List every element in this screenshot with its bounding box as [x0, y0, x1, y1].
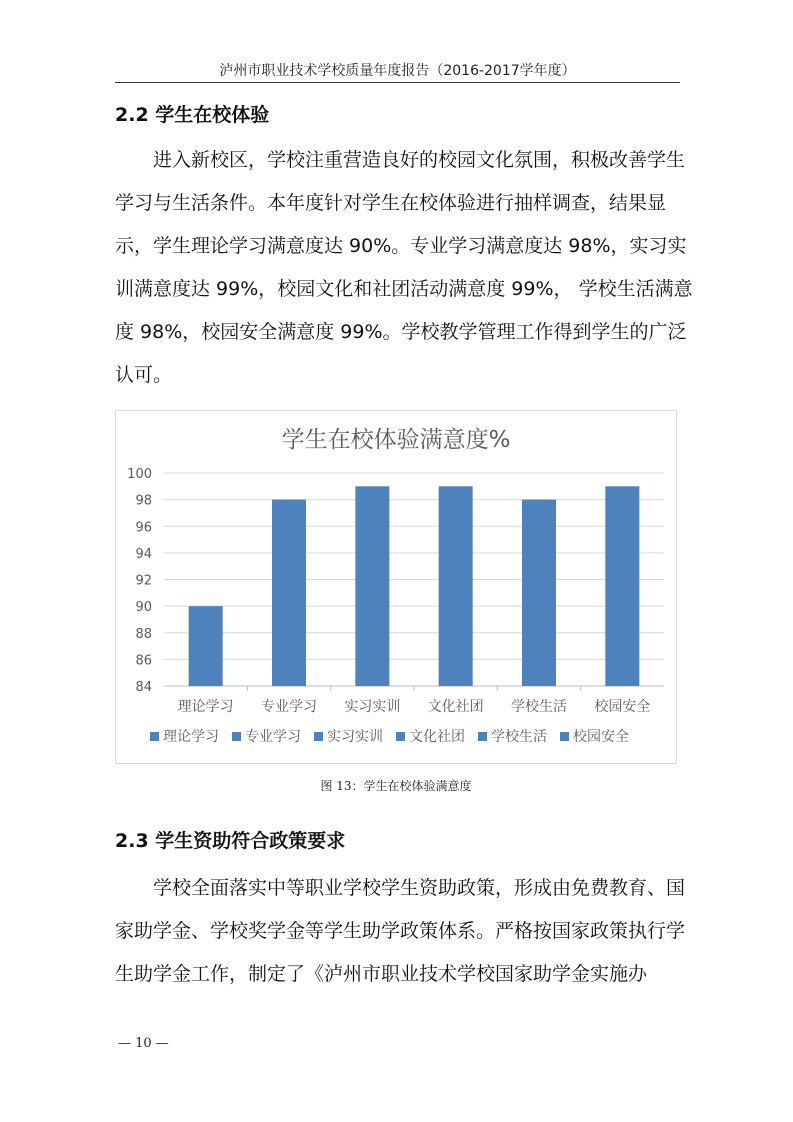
legend-label: 理论学习 [163, 729, 219, 745]
bar [522, 500, 556, 686]
section-heading-2-2: 2.2 学生在校体验 [115, 104, 270, 126]
y-tick-label: 86 [135, 653, 152, 669]
x-tick-label: 理论学习 [177, 699, 234, 715]
bar [272, 500, 306, 686]
paragraph-line: 认可。 [115, 364, 173, 386]
chart-title: 学生在校体验满意度% [281, 427, 511, 453]
y-tick-label: 88 [135, 626, 152, 642]
chart-canvas [116, 411, 676, 763]
bar [439, 486, 473, 686]
y-tick-label: 92 [135, 573, 152, 589]
paragraph-line: 生助学金工作，制定了《泸州市职业技术学校国家助学金实施办 [115, 963, 648, 985]
paragraph-line: 学校全面落实中等职业学校学生资助政策，形成由免费教育、国 [115, 877, 686, 899]
x-tick-label: 学校生活 [511, 699, 567, 715]
section-heading-2-3: 2.3 学生资助符合政策要求 [115, 830, 346, 852]
legend-label: 学校生活 [491, 729, 547, 745]
legend-label: 校园安全 [573, 729, 629, 745]
x-tick-label: 校园安全 [594, 699, 651, 715]
legend-label: 实习实训 [327, 729, 383, 745]
legend-swatch [396, 732, 405, 741]
header-rule [115, 82, 680, 83]
x-tick-label: 文化社团 [427, 699, 484, 715]
y-tick-label: 98 [135, 493, 152, 509]
y-tick-label: 96 [135, 520, 152, 536]
legend-swatch [232, 732, 241, 741]
figure-caption: 图 13：学生在校体验满意度 [320, 779, 472, 793]
legend-swatch [478, 732, 487, 741]
y-tick-label: 84 [135, 680, 152, 695]
paragraph-line: 学习与生活条件。本年度针对学生在校体验进行抽样调查，结果显 [115, 192, 667, 214]
y-tick-label: 100 [127, 467, 152, 482]
x-tick-label: 实习实训 [344, 699, 401, 715]
legend-label: 文化社团 [409, 729, 465, 745]
x-tick-label: 专业学习 [261, 699, 317, 715]
legend-swatch [150, 732, 159, 741]
bar [189, 606, 223, 686]
section-2-2-paragraph [115, 139, 693, 397]
section-2-3-paragraph [115, 867, 686, 996]
bar [355, 486, 389, 686]
satisfaction-bar-chart [115, 410, 677, 764]
legend-label: 专业学习 [245, 729, 301, 745]
legend-swatch [314, 732, 323, 741]
y-tick-label: 90 [135, 600, 152, 616]
y-tick-label: 94 [135, 546, 152, 562]
paragraph-line: 进入新校区，学校注重营造良好的校园文化氛围，积极改善学生 [115, 149, 686, 171]
paragraph-line: 训满意度达 99%，校园文化和社团活动满意度 99%， 学校生活满意 [115, 278, 693, 300]
paragraph-line: 度 98%，校园安全满意度 99%。学校教学管理工作得到学生的广泛 [115, 321, 687, 343]
paragraph-line: 家助学金、学校奖学金等学生助学政策体系。严格按国家政策执行学 [115, 920, 686, 942]
bar [605, 486, 639, 686]
page-number: — 10 — [118, 1036, 169, 1051]
paragraph-line: 示，学生理论学习满意度达 90%。专业学习满意度达 98%，实习实 [115, 235, 687, 257]
legend-swatch [560, 732, 569, 741]
page-header: 泸州市职业技术学校质量年度报告（2016-2017学年度） [219, 63, 576, 79]
